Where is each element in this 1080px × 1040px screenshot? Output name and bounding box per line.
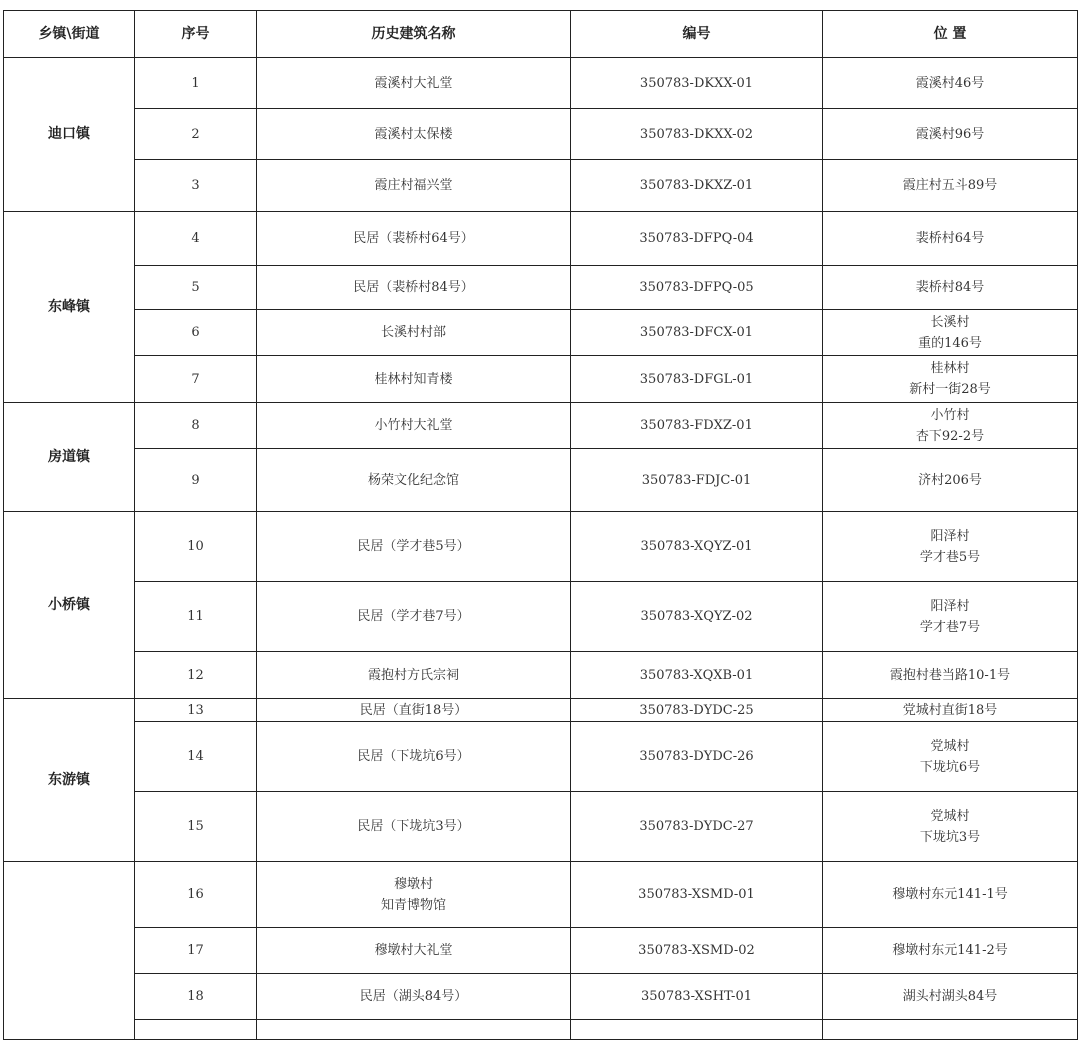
- table-row: [4, 160, 1078, 212]
- location-line-1: 党城村: [930, 808, 970, 824]
- table-row: [4, 356, 1078, 403]
- town-cell: 房道镇: [4, 403, 135, 512]
- location-line-2: 下垅坑6号: [919, 759, 981, 775]
- row-number: 14: [135, 722, 257, 792]
- building-code: 350783-DKXX-02: [571, 109, 823, 160]
- row-number: 1: [135, 58, 257, 109]
- header-location: 位 置: [823, 11, 1078, 58]
- row-number: 11: [135, 582, 257, 652]
- building-name: 穆墩村大礼堂: [257, 928, 571, 974]
- row-number: 6: [135, 310, 257, 356]
- row-number: 16: [135, 862, 257, 928]
- building-name: 民居（裴桥村64号）: [257, 212, 571, 266]
- town-cell: 迪口镇: [4, 58, 135, 212]
- town-cell: 东游镇: [4, 699, 135, 862]
- town-cell: 小桥镇: [4, 512, 135, 699]
- building-location: [823, 1020, 1078, 1040]
- building-code: 350783-XQYZ-02: [571, 582, 823, 652]
- building-name: 长溪村村部: [257, 310, 571, 356]
- table-row: [4, 212, 1078, 266]
- building-location: 湖头村湖头84号: [823, 974, 1078, 1020]
- building-name: 民居（直街18号）: [257, 699, 571, 722]
- building-name: 民居（裴桥村84号）: [257, 266, 571, 310]
- building-code: 350783-DFPQ-04: [571, 212, 823, 266]
- table-row: [4, 792, 1078, 862]
- table-row: [4, 862, 1078, 928]
- building-code: 350783-DKXX-01: [571, 58, 823, 109]
- building-name: 霞溪村大礼堂: [257, 58, 571, 109]
- header-building-name: 历史建筑名称: [257, 11, 571, 58]
- row-number: 8: [135, 403, 257, 449]
- row-number: 7: [135, 356, 257, 403]
- building-code: [571, 1020, 823, 1040]
- row-number: 13: [135, 699, 257, 722]
- row-number: 5: [135, 266, 257, 310]
- table-row: [4, 266, 1078, 310]
- building-code: 350783-XQYZ-01: [571, 512, 823, 582]
- building-code: 350783-DFPQ-05: [571, 266, 823, 310]
- table-container: [3, 10, 1078, 1040]
- building-name: 霞溪村太保楼: [257, 109, 571, 160]
- building-location: 党城村直街18号: [823, 699, 1078, 722]
- building-name: [257, 862, 571, 928]
- table-row: [4, 449, 1078, 512]
- table-row: [4, 512, 1078, 582]
- table-row: [4, 974, 1078, 1020]
- location-line-1: 阳泽村: [930, 528, 970, 544]
- name-line-1: 穆墩村: [393, 876, 433, 892]
- location-line-2: 新村一街28号: [909, 382, 991, 397]
- building-location: [823, 582, 1078, 652]
- header-town: 乡镇\街道: [4, 11, 135, 58]
- building-location: [823, 512, 1078, 582]
- town-cell: 东峰镇: [4, 212, 135, 403]
- building-name: 小竹村大礼堂: [257, 403, 571, 449]
- row-number: 15: [135, 792, 257, 862]
- building-code: 350783-DYDC-26: [571, 722, 823, 792]
- table-row: [4, 928, 1078, 974]
- building-code: 350783-DFCX-01: [571, 310, 823, 356]
- building-code: 350783-XSHT-01: [571, 974, 823, 1020]
- building-location: [823, 356, 1078, 403]
- building-location: 霞溪村46号: [823, 58, 1078, 109]
- location-line-2: 杏下92-2号: [915, 428, 985, 444]
- location-line-1: 阳泽村: [930, 598, 970, 614]
- building-location: 穆墩村东元141-1号: [823, 862, 1078, 928]
- row-number: 3: [135, 160, 257, 212]
- building-name: 民居（下垅坑3号）: [257, 792, 571, 862]
- table-row: [4, 582, 1078, 652]
- building-location: 霞庄村五斗89号: [823, 160, 1078, 212]
- row-number: 17: [135, 928, 257, 974]
- building-location: 裴桥村84号: [823, 266, 1078, 310]
- historic-buildings-table: [3, 10, 1078, 1040]
- building-name: 霞抱村方氏宗祠: [257, 652, 571, 699]
- row-number: 4: [135, 212, 257, 266]
- building-location: 济村206号: [823, 449, 1078, 512]
- table-row: [4, 652, 1078, 699]
- building-code: 350783-DFGL-01: [571, 356, 823, 403]
- table-row: [4, 310, 1078, 356]
- building-name: 桂林村知青楼: [257, 356, 571, 403]
- location-line-1: 长溪村: [930, 314, 970, 330]
- row-number: 2: [135, 109, 257, 160]
- building-location: [823, 722, 1078, 792]
- name-line-2: 知青博物馆: [380, 897, 446, 913]
- building-name: [257, 1020, 571, 1040]
- building-name: 民居（学才巷7号）: [257, 582, 571, 652]
- row-number: 18: [135, 974, 257, 1020]
- location-line-2: 学才巷7号: [919, 619, 981, 635]
- building-code: 350783-XSMD-02: [571, 928, 823, 974]
- building-code: 350783-FDJC-01: [571, 449, 823, 512]
- table-row: [4, 403, 1078, 449]
- table-row: [4, 109, 1078, 160]
- town-cell: [4, 862, 135, 1040]
- location-line-2: 学才巷5号: [919, 549, 981, 565]
- building-location: [823, 310, 1078, 356]
- building-location: 裴桥村64号: [823, 212, 1078, 266]
- building-location: 穆墩村东元141-2号: [823, 928, 1078, 974]
- building-name: 民居（学才巷5号）: [257, 512, 571, 582]
- building-name: 霞庄村福兴堂: [257, 160, 571, 212]
- building-location: 霞溪村96号: [823, 109, 1078, 160]
- table-row: [4, 722, 1078, 792]
- location-line-1: 桂林村: [930, 361, 970, 376]
- building-code: 350783-DKXZ-01: [571, 160, 823, 212]
- building-name: 杨荣文化纪念馆: [257, 449, 571, 512]
- row-number: 10: [135, 512, 257, 582]
- location-line-1: 党城村: [930, 738, 970, 754]
- location-line-1: 小竹村: [930, 407, 970, 423]
- building-code: 350783-XSMD-01: [571, 862, 823, 928]
- building-name: 民居（湖头84号）: [257, 974, 571, 1020]
- header-code: 编号: [571, 11, 823, 58]
- table-row: [4, 1020, 1078, 1040]
- building-location: [823, 403, 1078, 449]
- building-code: 350783-DYDC-25: [571, 699, 823, 722]
- location-line-2: 重的146号: [918, 335, 982, 351]
- building-code: 350783-DYDC-27: [571, 792, 823, 862]
- building-location: 霞抱村巷当路10-1号: [823, 652, 1078, 699]
- row-number: [135, 1020, 257, 1040]
- building-location: [823, 792, 1078, 862]
- table-row: [4, 699, 1078, 722]
- location-line-2: 下垅坑3号: [919, 829, 981, 845]
- header-row: [4, 11, 1078, 58]
- row-number: 9: [135, 449, 257, 512]
- building-code: 350783-FDXZ-01: [571, 403, 823, 449]
- table-row: [4, 58, 1078, 109]
- header-number: 序号: [135, 11, 257, 58]
- row-number: 12: [135, 652, 257, 699]
- building-name: 民居（下垅坑6号）: [257, 722, 571, 792]
- building-code: 350783-XQXB-01: [571, 652, 823, 699]
